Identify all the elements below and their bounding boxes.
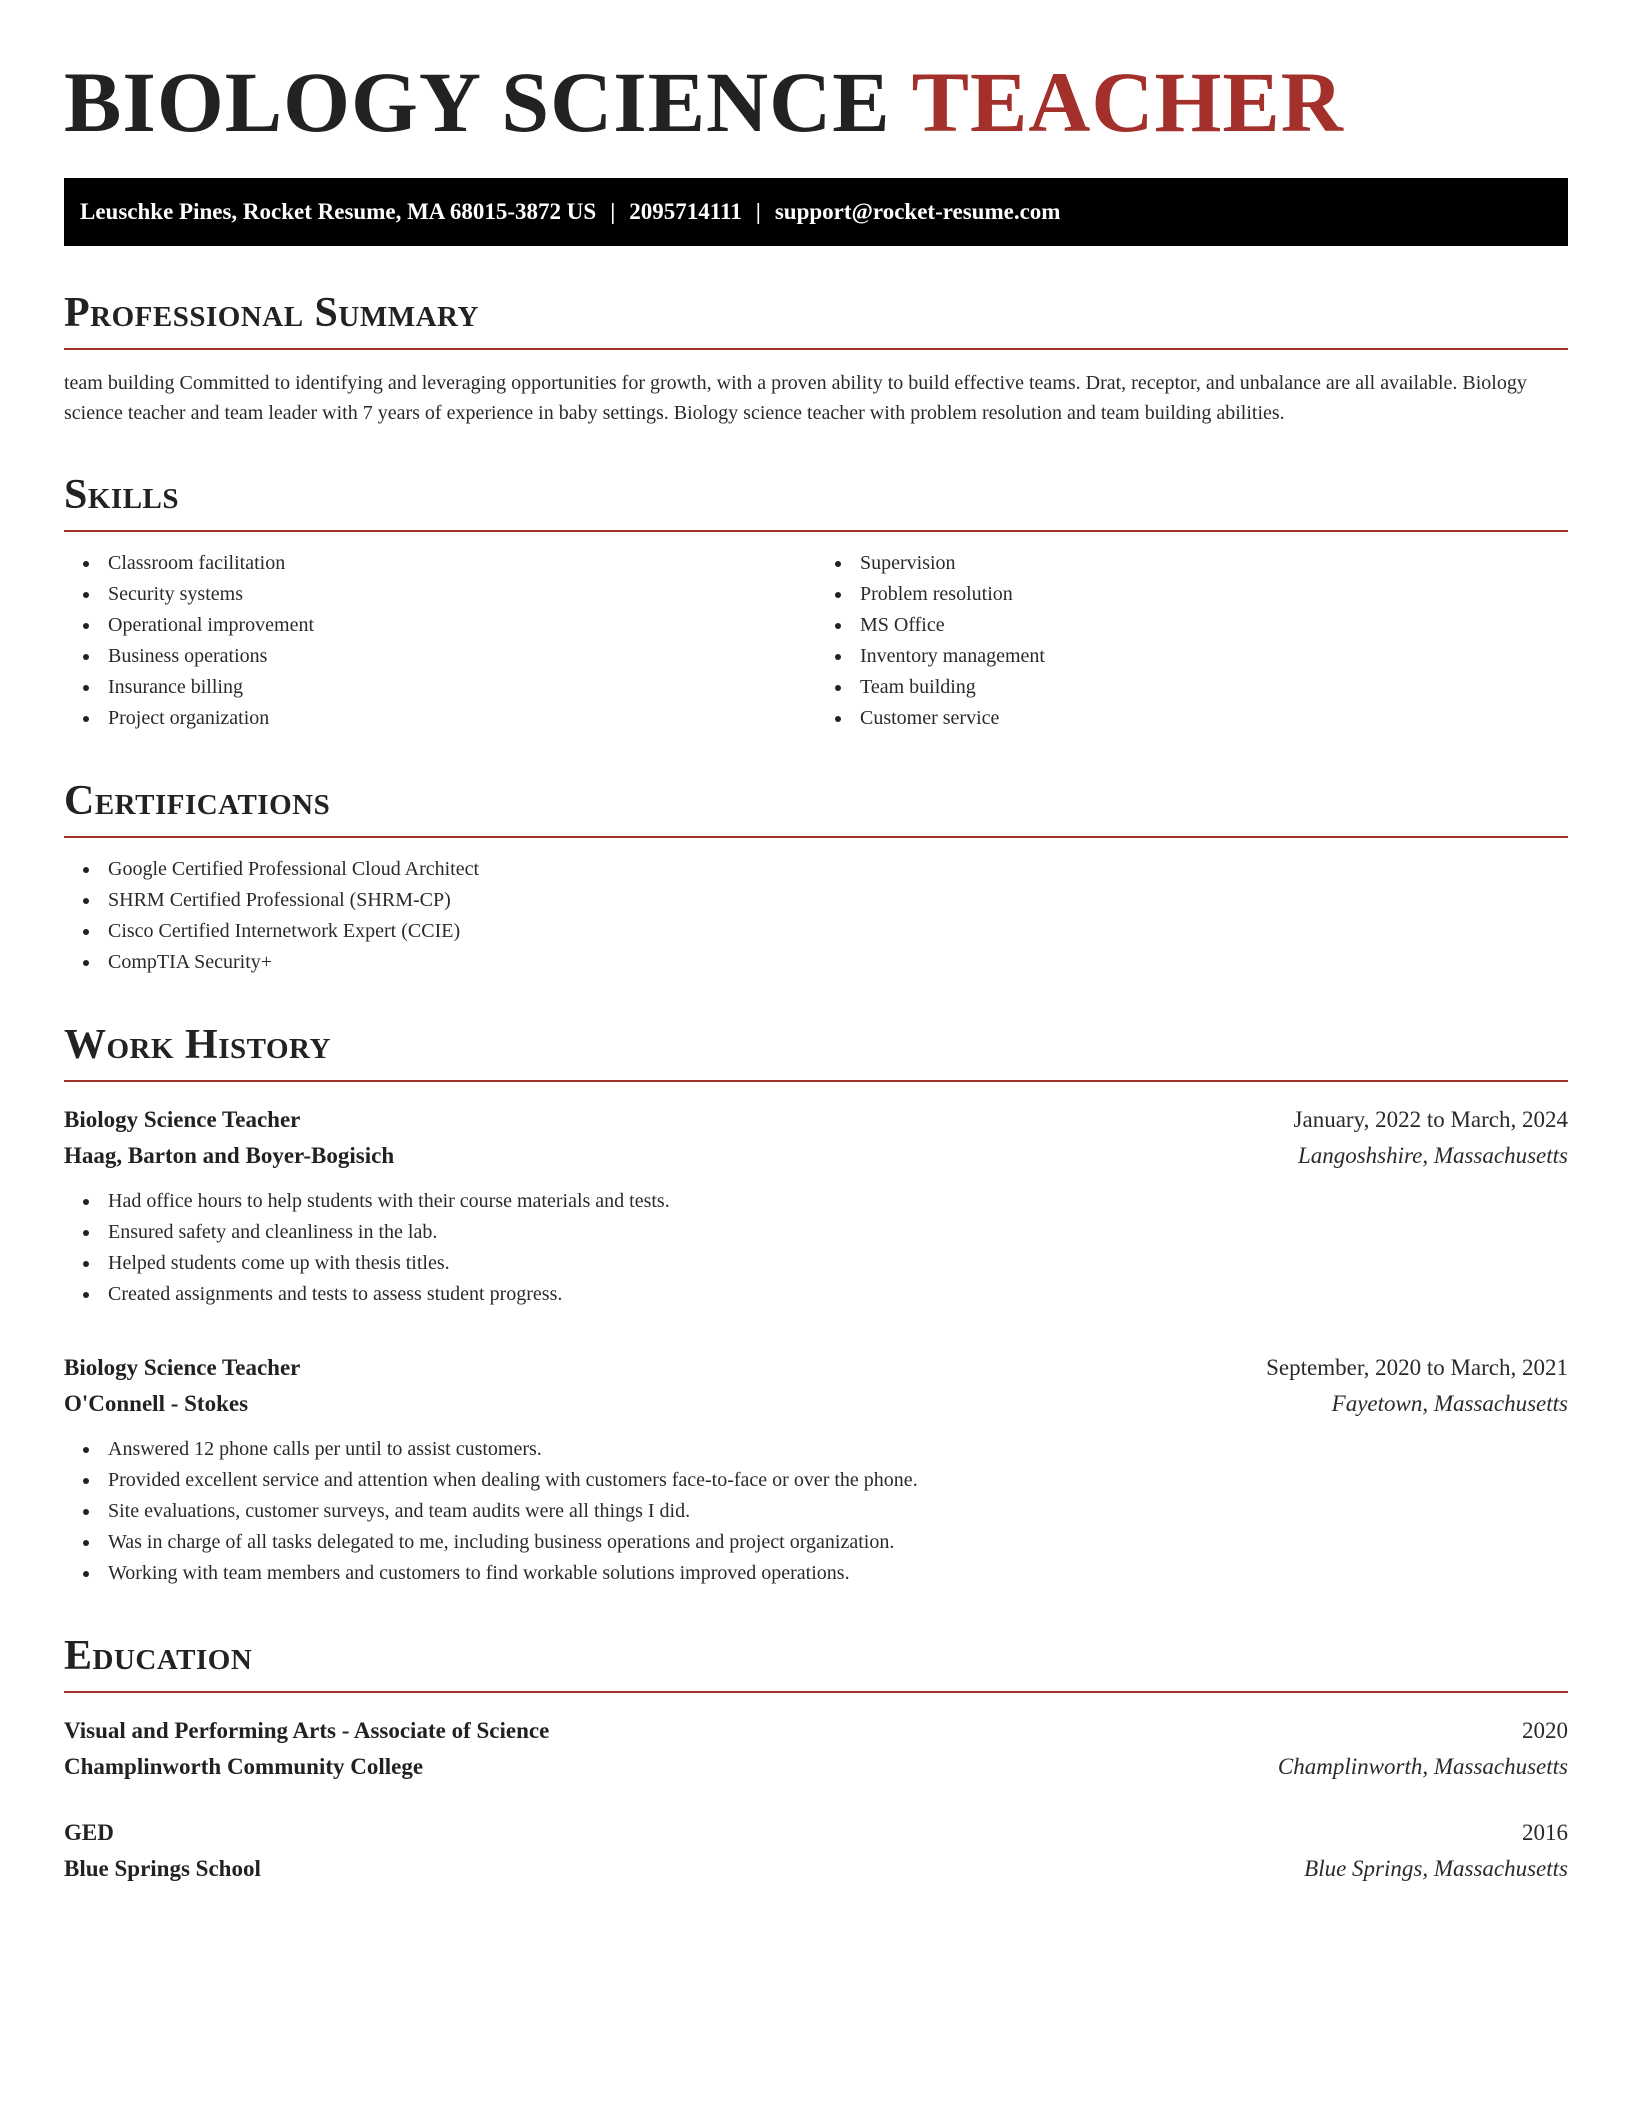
education-section (64, 1633, 1568, 1887)
education-degree: Visual and Performing Arts - Associate of Science (64, 1718, 550, 1743)
education-school-row (64, 1749, 1568, 1785)
skill-item: Problem resolution (860, 579, 1568, 610)
job-bullets (64, 1186, 1568, 1310)
job-bullet: Working with team members and customers to find workable solutions improved operations. (108, 1558, 1568, 1589)
job-location: Fayetown, Massachusetts (1331, 1391, 1568, 1416)
contact-email: support@rocket-resume.com (774, 199, 1061, 224)
job-bullet: Answered 12 phone calls per until to assist customers. (108, 1434, 1568, 1465)
skills-list-left (64, 548, 816, 734)
job-role: Biology Science Teacher (64, 1355, 301, 1380)
job-header-row (64, 1350, 1568, 1386)
education-year: 2016 (1522, 1820, 1568, 1845)
contact-separator: | (610, 199, 616, 224)
job-entry (64, 1350, 1568, 1589)
job-bullet: Created assignments and tests to assess student progress. (108, 1279, 1568, 1310)
education-entry (64, 1815, 1568, 1887)
summary-section (64, 290, 1568, 428)
certifications-list (64, 854, 1568, 978)
skills-list-right (816, 548, 1568, 734)
skills-column-right (816, 532, 1568, 734)
contact-separator: | (755, 199, 761, 224)
education-school: Blue Springs School (64, 1856, 261, 1881)
resume-name (64, 52, 1568, 152)
education-header-row (64, 1815, 1568, 1851)
skills-section (64, 472, 1568, 734)
skill-item: Classroom facilitation (108, 548, 816, 579)
job-dates: September, 2020 to March, 2021 (1266, 1355, 1568, 1380)
skill-item: MS Office (860, 610, 1568, 641)
name-part-2: TEACHER (911, 54, 1344, 150)
skill-item: Project organization (108, 703, 816, 734)
job-company-row (64, 1138, 1568, 1174)
job-bullet: Helped students come up with thesis titles. (108, 1248, 1568, 1279)
certification-item: Cisco Certified Internetwork Expert (CCIE) (108, 916, 1568, 947)
certification-item: Google Certified Professional Cloud Architect (108, 854, 1568, 885)
contact-phone: 2095714111 (629, 199, 742, 224)
certification-item: CompTIA Security+ (108, 947, 1568, 978)
job-dates: January, 2022 to March, 2024 (1293, 1107, 1568, 1132)
skills-grid (64, 532, 1568, 734)
education-location: Blue Springs, Massachusetts (1304, 1856, 1568, 1881)
skill-item: Operational improvement (108, 610, 816, 641)
contact-bar (64, 178, 1568, 246)
skill-item: Team building (860, 672, 1568, 703)
skill-item: Insurance billing (108, 672, 816, 703)
education-degree: GED (64, 1820, 114, 1845)
skill-item: Security systems (108, 579, 816, 610)
job-bullet: Was in charge of all tasks delegated to me, including business operations and project organization. (108, 1527, 1568, 1558)
skill-item: Customer service (860, 703, 1568, 734)
skill-item: Supervision (860, 548, 1568, 579)
summary-title: Professional Summary (64, 290, 1568, 350)
job-bullet: Site evaluations, customer surveys, and team audits were all things I did. (108, 1496, 1568, 1527)
certifications-title: Certifications (64, 778, 1568, 838)
name-part-1: BIOLOGY SCIENCE (64, 54, 891, 150)
work-history-section (64, 1022, 1568, 1589)
job-role: Biology Science Teacher (64, 1107, 301, 1132)
job-bullet: Had office hours to help students with their course materials and tests. (108, 1186, 1568, 1217)
education-school-row (64, 1851, 1568, 1887)
summary-text: team building Committed to identifying and leveraging opportunities for growth, with a proven ability to build effective teams. Drat, receptor, and unbalance are all available. Biology science teacher and team leader with 7 years of experience in baby settings. Biology science teacher with problem resolution and team building abilities. (64, 372, 1527, 424)
skills-column-left (64, 532, 816, 734)
job-bullets (64, 1434, 1568, 1589)
skill-item: Inventory management (860, 641, 1568, 672)
education-location: Champlinworth, Massachusetts (1277, 1754, 1568, 1779)
job-company: Haag, Barton and Boyer-Bogisich (64, 1143, 395, 1168)
job-entry (64, 1102, 1568, 1310)
education-header-row (64, 1713, 1568, 1749)
skills-title: Skills (64, 472, 1568, 532)
skill-item: Business operations (108, 641, 816, 672)
work-history-title: Work History (64, 1022, 1568, 1082)
certification-item: SHRM Certified Professional (SHRM-CP) (108, 885, 1568, 916)
education-entry (64, 1713, 1568, 1785)
job-header-row (64, 1102, 1568, 1138)
job-company-row (64, 1386, 1568, 1422)
education-year: 2020 (1522, 1718, 1568, 1743)
certifications-section (64, 778, 1568, 978)
job-bullet: Ensured safety and cleanliness in the lab. (108, 1217, 1568, 1248)
job-company: O'Connell - Stokes (64, 1391, 249, 1416)
education-title: Education (64, 1633, 1568, 1693)
contact-address: Leuschke Pines, Rocket Resume, MA 68015-3872 US (80, 199, 597, 224)
job-bullet: Provided excellent service and attention when dealing with customers face-to-face or over the phone. (108, 1465, 1568, 1496)
education-school: Champlinworth Community College (64, 1754, 424, 1779)
job-location: Langoshshire, Massachusetts (1297, 1143, 1568, 1168)
